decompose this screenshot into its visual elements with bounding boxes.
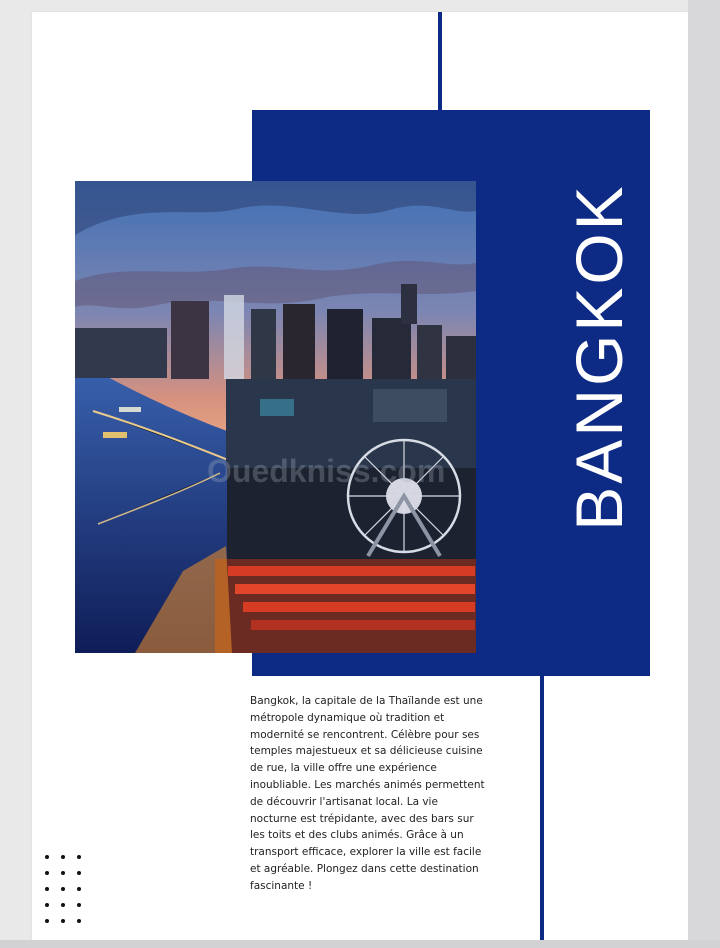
page-title: BANGKOK — [562, 183, 636, 531]
bottom-margin-strip — [0, 940, 720, 948]
svg-text:Ouedkniss.com: Ouedkniss.com — [207, 453, 446, 489]
brochure-page — [32, 12, 688, 940]
right-margin-strip — [688, 0, 720, 948]
city-description: Bangkok, la capitale de la Thaïlande est une métropole dynamique où tradition et modernité se rencontrent. Célèbre pour ses temples majestueux et sa délicieuse cuisine de rue, la ville offre une expérience inoubliable. Les marchés animés permettent de découvrir l'artisanat local. La vie nocturne est trépidante, avec des bars sur les toits et des clubs animés. Grâce à un transport efficace, explorer la ville est facile et agréable. Plongez dans cette destination fascinante ! — [250, 695, 485, 892]
dot-grid-icon — [45, 855, 89, 925]
top-vertical-line — [438, 12, 442, 152]
bangkok-skyline-image — [75, 181, 476, 653]
city-photo — [75, 181, 476, 653]
bottom-vertical-line — [540, 580, 544, 940]
